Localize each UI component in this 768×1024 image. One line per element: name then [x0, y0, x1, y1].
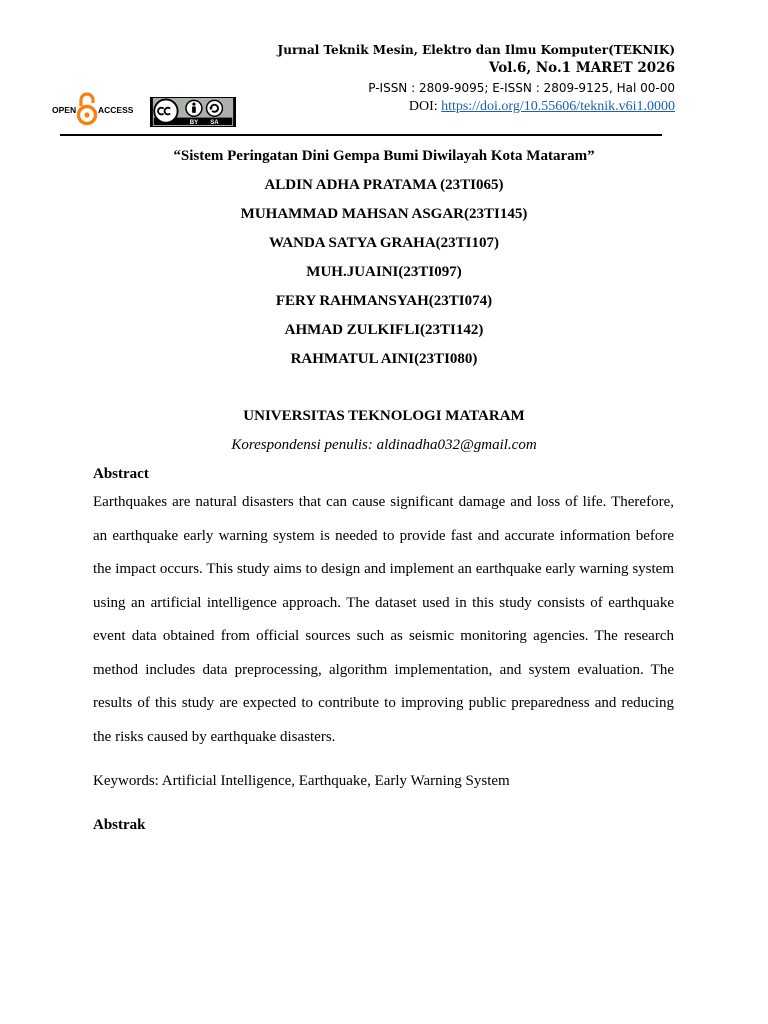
journal-title: Jurnal Teknik Mesin, Elektro dan Ilmu Komputer(TEKNIK) — [277, 43, 675, 57]
paper-title: “Sistem Peringatan Dini Gempa Bumi Diwilayah Kota Mataram” — [173, 148, 595, 164]
doi-label: DOI: — [408, 99, 442, 114]
author-name: WANDA SATYA GRAHA(23TI107) — [268, 235, 500, 251]
doi-link[interactable]: https://doi.org/10.55606/teknik.v6i1.0000 — [441, 99, 675, 114]
journal-volume: Vol.6, No.1 MARET 2026 — [488, 60, 675, 76]
attribution-icon — [186, 100, 202, 116]
author-name: RAHMATUL AINI(23TI080) — [290, 351, 478, 367]
author-name: FERY RAHMANSYAH(23TI074) — [275, 293, 493, 309]
open-access-label-left: OPEN — [52, 105, 77, 115]
journal-issn: P-ISSN : 2809-9095; E-ISSN : 2809-9125, Hal 00-00 — [368, 81, 675, 95]
creative-commons-icon — [154, 99, 177, 122]
author-name: MUHAMMAD MAHSAN ASGAR(23TI145) — [240, 206, 528, 222]
license-sa-label: SA — [210, 120, 219, 127]
abstract-heading: Abstract — [93, 466, 149, 482]
keywords: Keywords: Artificial Intelligence, Earthquake, Early Warning System — [93, 773, 510, 789]
author-name: MUH.JUAINI(23TI097) — [306, 264, 462, 280]
open-lock-icon — [76, 92, 98, 126]
author-name: AHMAD ZULKIFLI(23TI142) — [284, 322, 484, 338]
journal-header — [278, 42, 675, 116]
license-by-label: BY — [189, 120, 199, 127]
header-divider — [60, 134, 662, 136]
cc-by-sa-badge — [150, 97, 236, 127]
correspondence-email: Korespondensi penulis: aldinadha032@gmail.com — [231, 437, 537, 453]
author-list — [0, 176, 768, 379]
author-name: ALDIN ADHA PRATAMA (23TI065) — [264, 177, 504, 193]
affiliation: UNIVERSITAS TEKNOLOGI MATARAM — [243, 408, 525, 424]
share-alike-icon — [207, 100, 223, 116]
abstract-body: Earthquakes are natural disasters that can cause significant damage and loss of life. Therefore, an earthquake early warning system is needed to provide fast and accurate information before the impact occurs. This study aims to design and implement an earthquake early warning system using an artificial intelligence approach. The dataset used in this study consists of earthquake event data obtained from official sources such as seismic monitoring agencies. The research method includes data preprocessing, algorithm implementation, and system evaluation. The results of this study are expected to contribute to improving public preparedness and reducing the risks caused by earthquake disasters. — [93, 494, 674, 745]
abstrak-heading: Abstrak — [93, 817, 146, 833]
open-access-logo — [52, 92, 136, 126]
journal-doi — [278, 98, 675, 116]
open-access-label-right: ACCESS — [98, 105, 134, 115]
